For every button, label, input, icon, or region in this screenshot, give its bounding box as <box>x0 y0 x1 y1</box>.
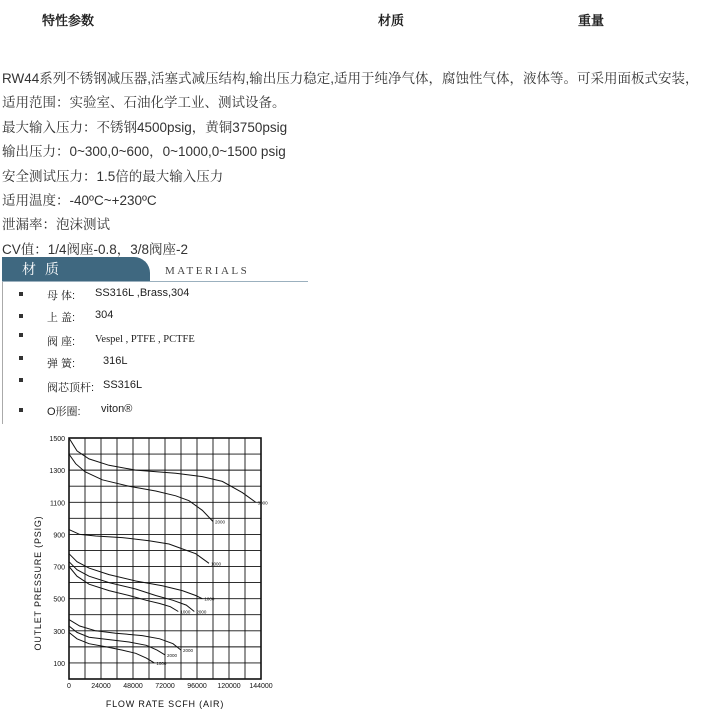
y-tick-label: 1500 <box>49 436 65 443</box>
material-label: O形圈: <box>47 406 81 418</box>
series-label: 1000 <box>204 596 215 602</box>
bullet-icon <box>19 333 23 337</box>
x-tick-label: 0 <box>67 683 71 690</box>
series-line <box>69 620 181 651</box>
bullet-icon <box>19 314 23 318</box>
y-axis-label: OUTLET PRESSURE (PSIG) <box>33 515 43 651</box>
series-label: 3000 <box>257 500 268 506</box>
pressure-flow-chart <box>28 428 278 713</box>
spec-line: 输出压力：0~300,0~600，0~1000,0~1500 psig <box>2 144 286 160</box>
spec-line: 适用范围：实验室、石油化学工业、测试设备。 <box>2 95 286 111</box>
x-tick-label: 24000 <box>91 683 111 690</box>
tab-bar <box>0 0 726 36</box>
spec-line: 适用温度：-40ºC~+230ºC <box>2 192 157 208</box>
series-label: 1000 <box>211 561 222 567</box>
materials-title-en: MATERIALS <box>165 265 250 277</box>
tab-specs[interactable]: 特性参数 <box>42 13 95 28</box>
y-tick-label: 500 <box>53 596 65 604</box>
series-line <box>69 454 213 521</box>
series-label: 1000 <box>180 609 191 615</box>
y-tick-label: 100 <box>53 660 65 668</box>
bullet-icon <box>19 292 23 296</box>
materials-title: 材质 <box>22 261 68 277</box>
x-tick-label: 72000 <box>155 683 175 690</box>
material-value: 304 <box>95 309 114 321</box>
material-value: SS316L ,Brass,304 <box>95 287 190 299</box>
spec-description <box>2 68 724 263</box>
material-label: 弹 簧: <box>47 358 76 370</box>
y-tick-label: 1300 <box>49 468 65 476</box>
material-value: Vespel , PTFE , PCTFE <box>95 334 195 345</box>
series-label: 2000 <box>167 652 178 658</box>
materials-header <box>0 257 310 282</box>
series-line <box>69 632 154 663</box>
bullet-icon <box>19 356 23 360</box>
y-tick-label: 1100 <box>49 500 65 508</box>
series-label: 2000 <box>196 609 207 615</box>
material-label: 上 盖: <box>47 312 76 324</box>
x-tick-label: 48000 <box>123 683 143 690</box>
series-line <box>69 562 194 612</box>
y-tick-label: 900 <box>53 532 65 540</box>
x-tick-label: 144000 <box>249 683 273 690</box>
tab-weight[interactable]: 重量 <box>578 13 605 28</box>
spec-line: CV值：1/4阀座-0.8，3/8阀座-2 <box>2 241 189 257</box>
x-tick-label: 96000 <box>187 683 207 690</box>
spec-line: 最大输入压力：不锈钢4500psig，黄铜3750psig <box>2 119 288 135</box>
x-tick-label: 120000 <box>217 683 241 690</box>
material-label: 母 体: <box>47 290 76 302</box>
x-axis-label: FLOW RATE SCFH (AIR) <box>105 699 225 709</box>
material-label: 阀芯顶杆: <box>47 382 95 394</box>
tab-material[interactable]: 材质 <box>378 13 405 28</box>
spec-line: RW44系列不锈钢减压器,活塞式减压结构,输出压力稳定,适用于纯净气体，腐蚀性气体，液体等。可采用面板式安装， <box>2 71 699 86</box>
y-tick-label: 300 <box>53 628 65 636</box>
spec-line: 泄漏率：泡沫测试 <box>2 217 110 233</box>
chart-curves <box>69 438 268 666</box>
chart-ticks <box>49 436 272 690</box>
series-label: 1000 <box>156 660 167 666</box>
y-tick-label: 700 <box>53 564 65 572</box>
bullet-icon <box>19 408 23 412</box>
materials-title-tab <box>2 257 150 281</box>
spec-line: 安全测试压力：1.5倍的最大输入压力 <box>2 168 224 184</box>
material-value: viton® <box>101 403 133 415</box>
series-label: 2000 <box>215 519 226 525</box>
materials-list <box>2 282 309 424</box>
material-value: SS316L <box>103 379 143 391</box>
series-label: 2000 <box>183 648 194 654</box>
material-label: 阀 座: <box>47 336 76 348</box>
material-value: 316L <box>103 355 128 367</box>
bullet-icon <box>19 378 23 382</box>
chart-grid <box>69 438 261 679</box>
